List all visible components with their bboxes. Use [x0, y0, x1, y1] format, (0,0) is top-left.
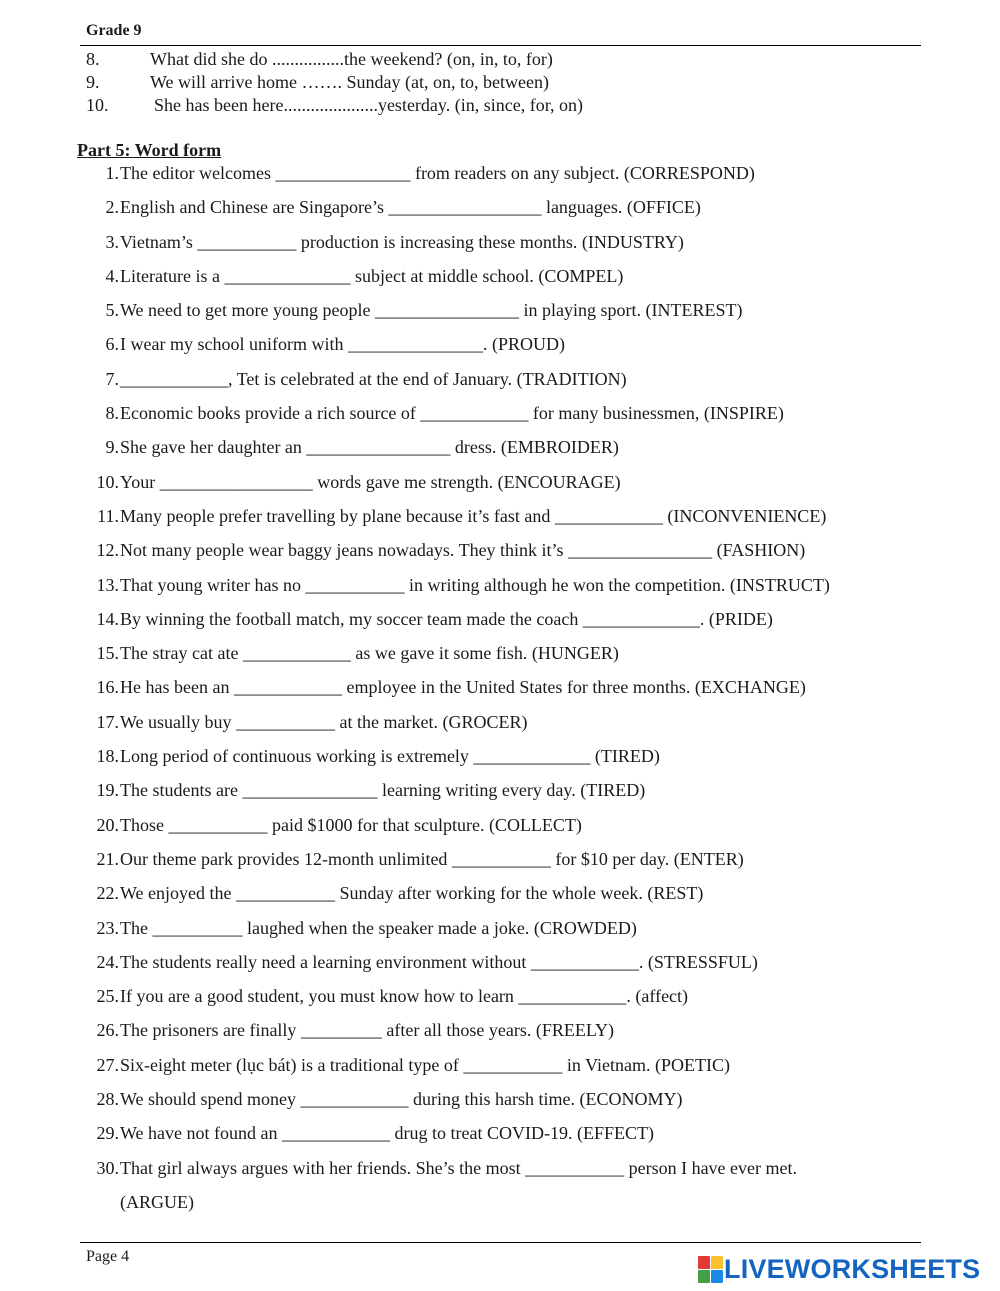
section-title: Part 5: Word form	[77, 140, 222, 160]
question-item	[86, 259, 926, 293]
question-number: 16.	[96, 677, 119, 698]
question-item	[86, 602, 926, 636]
question-continuation: (ARGUE)	[120, 1191, 194, 1212]
question-text: By winning the football match, my soccer team made the coach _____________. (PRIDE)	[120, 608, 773, 629]
question-text: The prisoners are finally _________ after all those years. (FREELY)	[120, 1020, 615, 1041]
question-number: 6.	[105, 334, 119, 355]
question-text: Long period of continuous working is extremely _____________ (TIRED)	[120, 746, 660, 767]
question-text: The students are _______________ learning writing every day. (TIRED)	[120, 780, 646, 801]
question-number: 30.	[96, 1157, 119, 1178]
question-item	[86, 327, 926, 361]
previous-item-text: She has been here.....................yesterday. (in, since, for, on)	[154, 95, 583, 115]
previous-item-number: 8.	[86, 49, 100, 69]
question-item	[86, 1151, 926, 1219]
question-item	[86, 705, 926, 739]
question-text: Literature is a ______________ subject at middle school. (COMPEL)	[120, 265, 624, 286]
question-item	[86, 911, 926, 945]
question-item	[86, 739, 926, 773]
question-text: Our theme park provides 12-month unlimited ___________ for $10 per day. (ENTER)	[120, 848, 744, 869]
previous-item	[86, 94, 926, 117]
logo-square	[698, 1270, 710, 1283]
question-text: English and Chinese are Singapore’s _________________ languages. (OFFICE)	[120, 197, 701, 218]
question-text: Economic books provide a rich source of ____________ for many businessmen, (INSPIRE)	[120, 403, 784, 424]
previous-items-list	[86, 48, 926, 117]
question-number: 24.	[96, 951, 119, 972]
question-text: The editor welcomes _______________ from readers on any subject. (CORRESPOND)	[120, 163, 755, 183]
question-number: 20.	[96, 814, 119, 835]
logo-square	[711, 1256, 723, 1269]
question-number: 12.	[96, 540, 119, 561]
question-text: That young writer has no ___________ in writing although he won the competition. (INSTRUCT)	[120, 574, 830, 595]
question-item	[86, 533, 926, 567]
question-item	[86, 876, 926, 910]
question-number: 10.	[96, 471, 119, 492]
question-number: 19.	[96, 780, 119, 801]
question-number: 5.	[105, 300, 119, 321]
previous-item-text: What did she do ................the weekend? (on, in, to, for)	[150, 49, 553, 69]
question-item	[86, 190, 926, 224]
question-number: 21.	[96, 848, 119, 869]
question-item	[86, 670, 926, 704]
question-text: The __________ laughed when the speaker made a joke. (CROWDED)	[120, 917, 637, 938]
question-number: 27.	[96, 1054, 119, 1075]
liveworksheets-logo[interactable]	[698, 1254, 980, 1284]
previous-item	[86, 71, 926, 94]
question-item	[86, 842, 926, 876]
question-text: Vietnam’s ___________ production is increasing these months. (INDUSTRY)	[120, 231, 684, 252]
question-item	[86, 568, 926, 602]
previous-item-text: We will arrive home ……. Sunday (at, on, to, between)	[150, 72, 549, 92]
liveworksheets-wordmark: LIVEWORKSHEETS	[724, 1253, 981, 1284]
word-form-questions	[86, 156, 926, 1219]
question-number: 11.	[97, 505, 119, 526]
question-number: 1.	[105, 163, 119, 183]
question-item	[86, 362, 926, 396]
question-item	[86, 156, 926, 190]
question-text: The stray cat ate ____________ as we gave it some fish. (HUNGER)	[120, 643, 619, 664]
question-number: 4.	[105, 265, 119, 286]
question-item	[86, 636, 926, 670]
question-number: 8.	[105, 403, 119, 424]
question-text: We have not found an ____________ drug to treat COVID-19. (EFFECT)	[120, 1123, 654, 1144]
page-header-title: Grade 9	[86, 22, 142, 39]
question-item	[86, 465, 926, 499]
question-text: We need to get more young people ________________ in playing sport. (INTEREST)	[120, 300, 743, 321]
question-text: He has been an ____________ employee in the United States for three months. (EXCHANGE)	[120, 677, 806, 698]
question-text: The students really need a learning environment without ____________. (STRESSFUL)	[120, 951, 758, 972]
question-number: 23.	[96, 917, 119, 938]
question-item	[86, 225, 926, 259]
page-number: Page 4	[86, 1248, 130, 1265]
question-text: ____________, Tet is celebrated at the end of January. (TRADITION)	[120, 368, 627, 389]
question-item	[86, 1048, 926, 1082]
question-number: 26.	[96, 1020, 119, 1041]
question-text: We usually buy ___________ at the market. (GROCER)	[120, 711, 528, 732]
liveworksheets-logo-icon	[698, 1256, 722, 1282]
question-number: 14.	[96, 608, 119, 629]
question-text: We enjoyed the ___________ Sunday after working for the whole week. (REST)	[120, 883, 704, 904]
footer-divider	[80, 1242, 921, 1243]
question-number: 29.	[96, 1123, 119, 1144]
question-number: 17.	[96, 711, 119, 732]
question-text: Many people prefer travelling by plane because it’s fast and ____________ (INCONVENIENCE)	[120, 505, 827, 526]
question-number: 13.	[96, 574, 119, 595]
question-text: Six-eight meter (lục bát) is a traditional type of ___________ in Vietnam. (POETIC)	[120, 1054, 730, 1075]
question-number: 7.	[105, 368, 119, 389]
question-number: 25.	[96, 986, 119, 1007]
question-number: 22.	[96, 883, 119, 904]
question-text: That girl always argues with her friends. She’s the most ___________ person I have ever met.	[120, 1157, 798, 1178]
question-item	[86, 808, 926, 842]
question-item	[86, 499, 926, 533]
question-item	[86, 945, 926, 979]
question-item	[86, 773, 926, 807]
question-item	[86, 1116, 926, 1150]
question-number: 3.	[105, 231, 119, 252]
question-number: 18.	[96, 746, 119, 767]
question-text: She gave her daughter an ________________ dress. (EMBROIDER)	[120, 437, 619, 458]
logo-square	[711, 1270, 723, 1283]
question-number: 2.	[105, 197, 119, 218]
question-text: Your _________________ words gave me strength. (ENCOURAGE)	[120, 471, 621, 492]
header-divider	[80, 45, 921, 46]
question-text: If you are a good student, you must know how to learn ____________. (affect)	[120, 986, 689, 1007]
logo-square	[698, 1256, 710, 1269]
question-number: 9.	[105, 437, 119, 458]
question-text: Those ___________ paid $1000 for that sculpture. (COLLECT)	[120, 814, 582, 835]
previous-item-number: 9.	[86, 72, 100, 92]
question-item	[86, 430, 926, 464]
question-item	[86, 1082, 926, 1116]
question-text: Not many people wear baggy jeans nowadays. They think it’s ________________ (FASHION)	[120, 540, 806, 561]
question-text: We should spend money ____________ during this harsh time. (ECONOMY)	[120, 1089, 683, 1110]
question-number: 28.	[96, 1089, 119, 1110]
previous-item-number: 10.	[86, 95, 109, 115]
question-item	[86, 979, 926, 1013]
question-text: I wear my school uniform with _______________. (PROUD)	[120, 334, 565, 355]
question-item	[86, 396, 926, 430]
question-item	[86, 1013, 926, 1047]
previous-item	[86, 48, 926, 71]
question-item	[86, 293, 926, 327]
question-number: 15.	[96, 643, 119, 664]
